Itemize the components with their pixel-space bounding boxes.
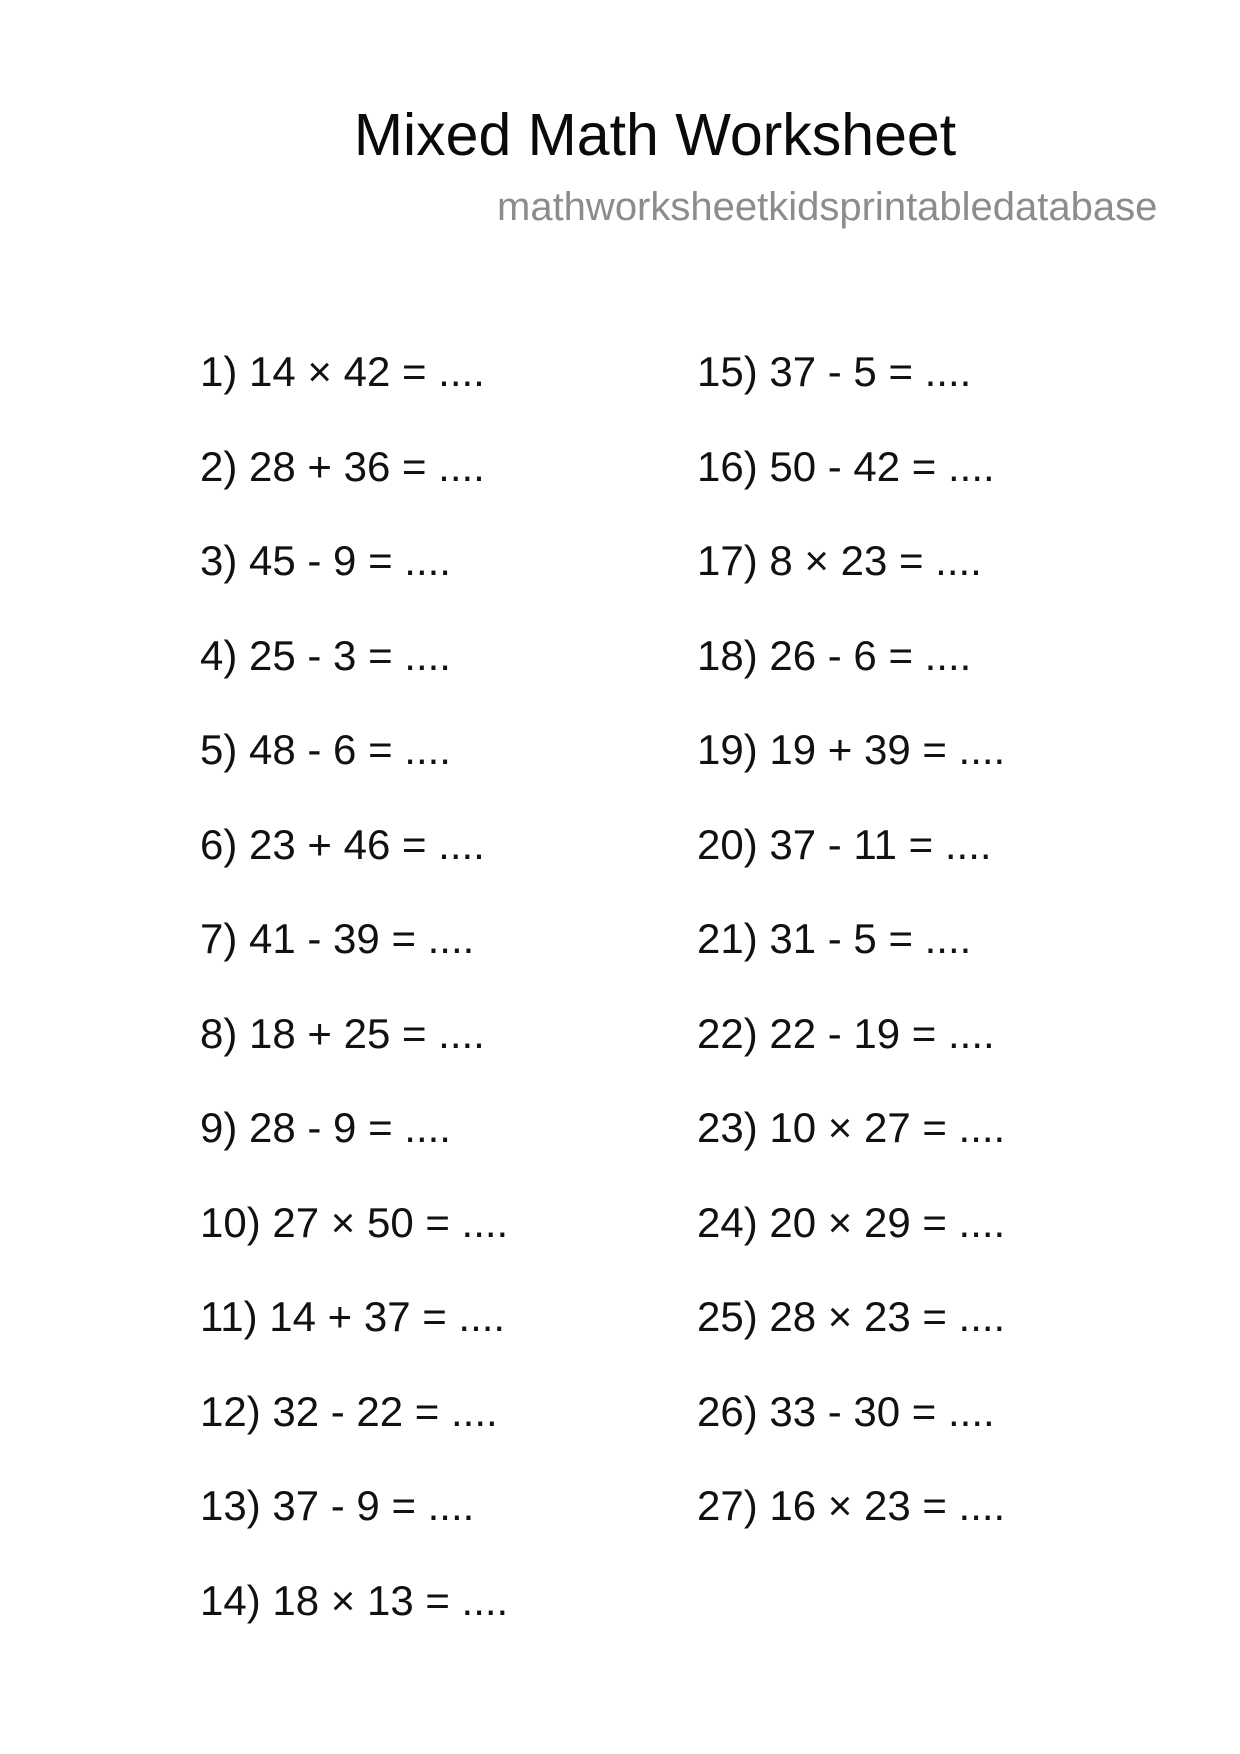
problem-item: 23) 10 × 27 = .... bbox=[697, 1104, 1006, 1151]
problem-item: 17) 8 × 23 = .... bbox=[697, 537, 982, 584]
problem-item: 14) 18 × 13 = .... bbox=[200, 1576, 509, 1624]
watermark-text: mathworksheetkidsprintabledatabase bbox=[497, 185, 1158, 229]
problem-item: 24) 20 × 29 = .... bbox=[697, 1198, 1006, 1246]
problem-item: 21) 31 - 5 = .... bbox=[697, 915, 972, 962]
problem-item: 2) 28 + 36 = .... bbox=[200, 442, 485, 490]
problem-item: 7) 41 - 39 = .... bbox=[200, 915, 475, 962]
problem-item: 9) 28 - 9 = .... bbox=[200, 1104, 451, 1151]
right-problem-column bbox=[697, 347, 1005, 1576]
problem-item: 5) 48 - 6 = .... bbox=[200, 726, 451, 773]
problem-item: 27) 16 × 23 = .... bbox=[697, 1482, 1006, 1529]
problem-item: 25) 28 × 23 = .... bbox=[697, 1293, 1006, 1340]
left-problem-column bbox=[200, 347, 508, 1670]
problem-item: 6) 23 + 46 = .... bbox=[200, 820, 485, 868]
problem-item: 22) 22 - 19 = .... bbox=[697, 1009, 995, 1057]
page-title: Mixed Math Worksheet bbox=[353, 102, 957, 168]
problem-item: 11) 14 + 37 = .... bbox=[200, 1293, 506, 1340]
problem-item: 10) 27 × 50 = .... bbox=[200, 1198, 509, 1246]
problem-item: 19) 19 + 39 = .... bbox=[697, 726, 1006, 773]
problem-item: 20) 37 - 11 = .... bbox=[697, 820, 992, 868]
problem-item: 3) 45 - 9 = .... bbox=[200, 537, 451, 584]
problem-item: 1) 14 × 42 = .... bbox=[200, 348, 485, 395]
problem-item: 4) 25 - 3 = .... bbox=[200, 631, 451, 679]
problem-item: 18) 26 - 6 = .... bbox=[697, 631, 972, 679]
problem-item: 16) 50 - 42 = .... bbox=[697, 442, 995, 490]
problem-item: 15) 37 - 5 = .... bbox=[697, 348, 972, 395]
problem-item: 26) 33 - 30 = .... bbox=[697, 1387, 995, 1435]
problem-item: 12) 32 - 22 = .... bbox=[200, 1387, 498, 1435]
problem-item: 8) 18 + 25 = .... bbox=[200, 1009, 485, 1057]
problem-item: 13) 37 - 9 = .... bbox=[200, 1482, 475, 1529]
